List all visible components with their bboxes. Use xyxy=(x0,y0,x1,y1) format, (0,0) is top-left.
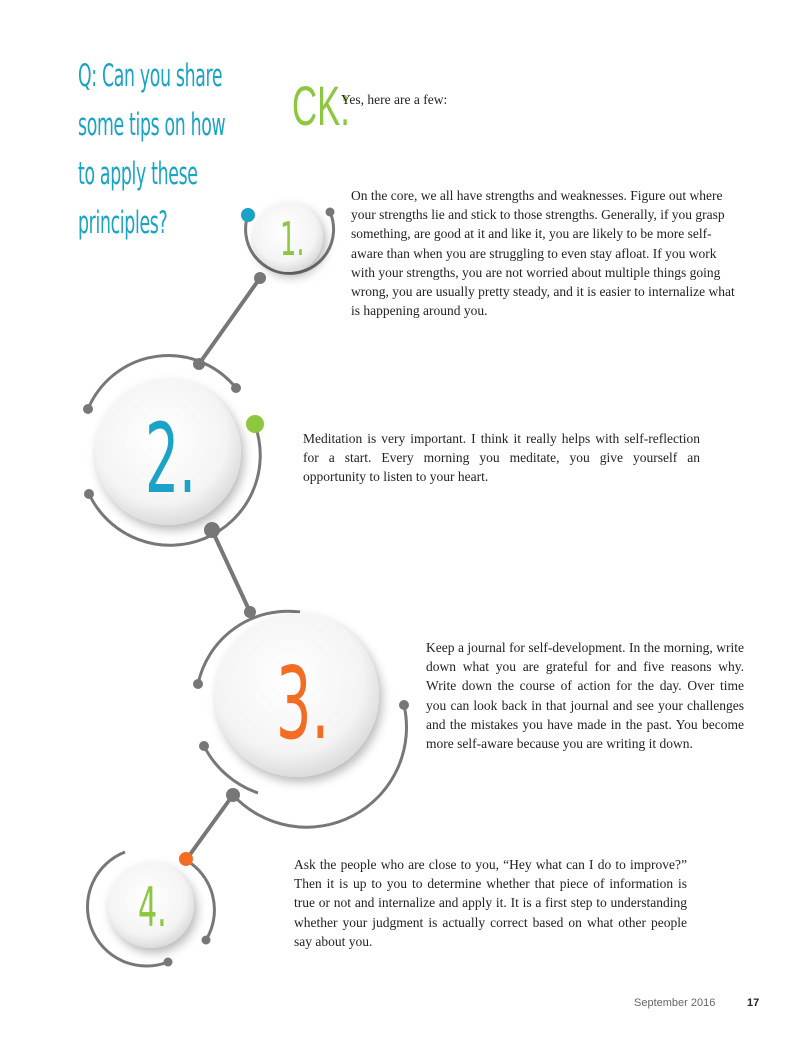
question-line: Q: Can you share xyxy=(78,58,223,94)
answer-initials: CK: xyxy=(292,74,350,137)
tip-3-text: Keep a journal for self-development. In the morning, write down what you are grateful for and five reasons why. Write down the course of action for the day. Over time you can look back in that journal and see your challenges and the mistakes you have made in the past. You become more self-aware because you are writing it down. xyxy=(426,640,744,752)
question-heading xyxy=(78,52,264,248)
step-1-number: 1. xyxy=(280,212,305,268)
tip-4-text: Ask the people who are close to you, “Hey what can I do to improve?” Then it is up to you to determine whether that piece of information is true or not and internalize and apply it. It is a first step to understanding whether your judgment is actually correct based on what other people say about you. xyxy=(294,857,687,949)
step-2-graphic xyxy=(83,356,264,546)
step-3-graphic xyxy=(193,606,409,827)
step-4-graphic xyxy=(87,852,214,967)
question-line: to apply these xyxy=(78,156,198,192)
step-4-number: 4. xyxy=(138,875,167,940)
step-3-number: 3. xyxy=(276,645,330,763)
tip-2-text: Meditation is very important. I think it really helps with self-reflection for a start. Every morning you meditate, you give yourself an opportunity to listen to your heart. xyxy=(303,431,700,485)
page-number: 17 xyxy=(747,997,760,1009)
answer-intro: Yes, here are a few: xyxy=(341,92,448,107)
tip-1-text: On the core, we all have strengths and weaknesses. Figure out where your strengths lie and stick to those strengths. Generally, if you grasp something, are good at it and like it, you are likely to be more self-aware than when you are struggling to even stay afloat. If you work with your strengths, you are not worried about multiple things going wrong, you are usually pretty steady, and it is easier to internalize what is happening around you. xyxy=(351,188,735,319)
footer-date: September 2016 xyxy=(634,997,716,1009)
question-line: principles? xyxy=(78,205,168,241)
step-2-number: 2. xyxy=(145,403,197,515)
question-line: some tips on how xyxy=(78,107,226,143)
